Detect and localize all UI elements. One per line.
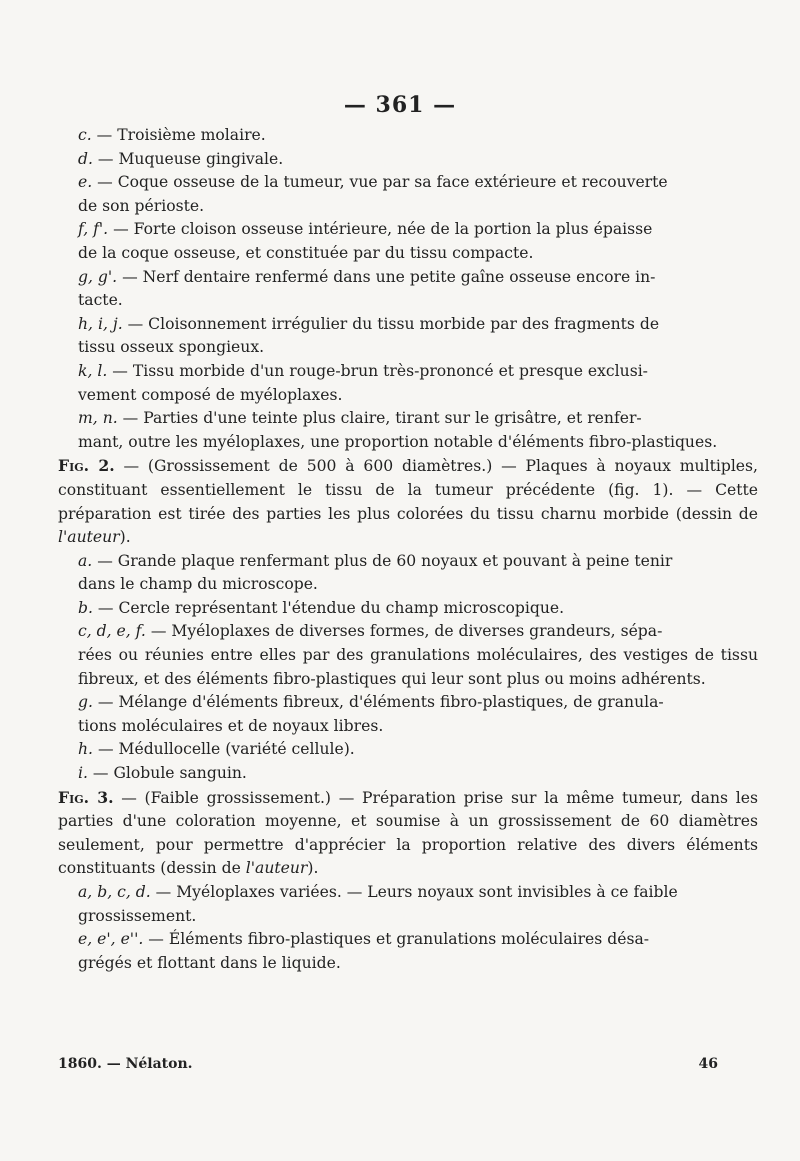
entry-continuation: dans le champ du microscope.: [78, 575, 318, 594]
entry-text: — Globule sanguin.: [87, 764, 247, 783]
entry-text: — Coque osseuse de la tumeur, vue par sa face extérieure et recouverte: [92, 173, 668, 192]
entry-text: — Forte cloison osseuse intérieure, née de la portion la plus épaisse: [108, 220, 653, 239]
figure-author: l'auteur: [245, 859, 308, 878]
page-number: — 361 —: [343, 92, 457, 118]
entry-continuation: de la coque osseuse, et constituée par du tissu compacte.: [78, 243, 534, 262]
entry-continuation: tissu osseux spongieux.: [78, 338, 265, 357]
entry-label: m, n.: [78, 409, 118, 428]
entry-label: a.: [78, 551, 93, 570]
figure-label: Fig. 2.: [58, 456, 115, 476]
entry-label: g.: [78, 693, 93, 712]
legend-entry-3e: [58, 928, 758, 975]
entry-text: — Médullocelle (variété cellule).: [93, 740, 355, 759]
entry-text: — Tissu morbide d'un rouge-brun très-prononcé et presque exclusi-: [107, 361, 648, 380]
entry-text: — Cercle représentant l'étendue du champ microscopique.: [92, 598, 565, 617]
entry-text: — Parties d'une teinte plus claire, tirant sur le grisâtre, et renfer-: [117, 409, 642, 428]
entry-continuation: grossissement.: [78, 906, 197, 925]
entry-text: — Myéloplaxes de diverses formes, de diverses grandeurs, sépa-: [145, 622, 663, 641]
entry-label: h.: [78, 740, 93, 759]
figure-text-end: ).: [307, 859, 319, 878]
entry-text: — Muqueuse gingivale.: [92, 149, 284, 168]
legend-entry-3a: [58, 881, 758, 928]
entry-text: — Myéloplaxes variées. — Leurs noyaux sont invisibles à ce faible: [150, 883, 678, 901]
figure-2-caption: [58, 454, 758, 549]
figure-text: — (Faible grossissement.) — Préparation prise sur la même tumeur, dans les parties d'une coloration moyenne, et soumise à un grossissement de 60 diamètres seulement, pour permettre d'apprécier la proportion relative des divers éléments constituants (dessin de: [58, 788, 758, 878]
entry-label: e, e', e''.: [78, 930, 144, 949]
entry-label: g, g'.: [78, 267, 118, 286]
entry-continuation: de son périoste.: [78, 196, 205, 215]
entry-label: k, l.: [78, 361, 108, 380]
page-footer: [58, 1056, 718, 1072]
entry-label: b.: [78, 598, 93, 617]
legend-entry-g: [58, 266, 758, 313]
footer-sheet-number: 46: [698, 1056, 718, 1072]
legend-entry-m: [58, 407, 758, 454]
legend-entry-2g: [58, 691, 758, 738]
legend-entry-2a: [58, 550, 758, 597]
entry-continuation: vement composé de myéloplaxes.: [78, 385, 343, 404]
entry-continuation: tions moléculaires et de noyaux libres.: [78, 716, 384, 735]
entry-label: i.: [78, 764, 88, 783]
legend-entry-2c: [58, 620, 758, 691]
entry-continuation: grégés et flottant dans le liquide.: [78, 953, 341, 972]
figure-label: Fig. 3.: [58, 787, 114, 807]
footer-signature: 1860. — Nélaton.: [58, 1056, 193, 1072]
entry-text: — Mélange d'éléments fibreux, d'éléments fibro-plastiques, de granula-: [92, 693, 664, 712]
entry-text: — Cloisonnement irrégulier du tissu morbide par des fragments de: [122, 314, 660, 333]
legend-entry-d: [58, 148, 758, 172]
entry-continuation: rées ou réunies entre elles par des granulations moléculaires, des vestiges de tissu fibreux, et des éléments fibro-plastiques qui leur sont plus ou moins adhérents.: [78, 646, 758, 688]
legend-entry-2i: [58, 762, 758, 786]
entry-continuation: tacte.: [78, 291, 123, 310]
figure-3-caption: [58, 786, 758, 881]
entry-label: h, i, j.: [78, 314, 123, 333]
entry-label: c.: [78, 126, 92, 144]
entry-continuation: mant, outre les myéloplaxes, une proportion notable d'éléments fibro-plastiques.: [78, 432, 718, 451]
legend-entry-c: [58, 124, 758, 148]
legend-entry-e: [58, 171, 758, 218]
entry-text: — Troisième molaire.: [91, 126, 266, 144]
entry-label: c, d, e, f.: [78, 622, 146, 641]
figure-text: — (Grossissement de 500 à 600 diamètres.) — Plaques à noyaux multiples, constituant essentiellement le tissu de la tumeur précédente (fig. 1). — Cette préparation est tirée des parties les plus colorées du tissu charnu morbide (dessin de: [58, 457, 758, 523]
legend-entry-h: [58, 313, 758, 360]
entry-text: — Grande plaque renfermant plus de 60 noyaux et pouvant à peine tenir: [92, 551, 673, 570]
legend-text: [58, 124, 758, 975]
legend-entry-2h: [58, 738, 758, 762]
entry-label: f, f'.: [78, 220, 109, 239]
entry-label: a, b, c, d.: [78, 883, 151, 901]
legend-entry-2b: [58, 597, 758, 621]
legend-entry-k: [58, 360, 758, 407]
entry-label: d.: [78, 149, 93, 168]
figure-author: l'auteur: [58, 528, 120, 547]
entry-text: — Éléments fibro-plastiques et granulations moléculaires désa-: [143, 930, 650, 949]
entry-label: e.: [78, 173, 93, 192]
entry-text: — Nerf dentaire renfermé dans une petite gaîne osseuse encore in-: [117, 267, 656, 286]
figure-text-end: ).: [119, 528, 131, 547]
legend-entry-f: [58, 218, 758, 265]
